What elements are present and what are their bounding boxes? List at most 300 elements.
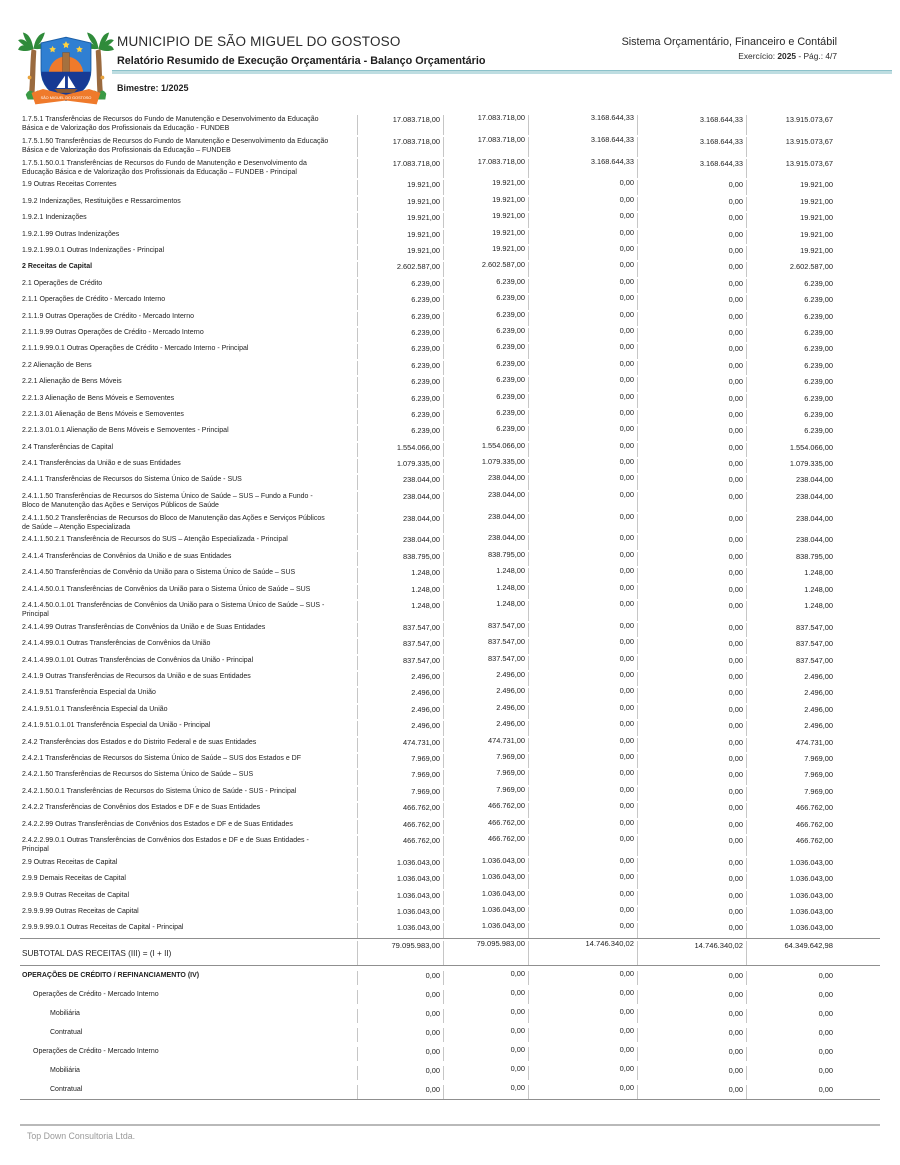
- table-row: [20, 566, 880, 582]
- row-value-text: 0,00: [728, 513, 743, 523]
- row-value: [637, 394, 746, 408]
- row-value: [637, 377, 746, 391]
- row-value-text: 2.602.587,00: [396, 262, 440, 272]
- row-value: [637, 492, 746, 512]
- row-value: [357, 858, 443, 872]
- row-value-text: 7.969,00: [411, 770, 440, 780]
- row-value: [637, 672, 746, 686]
- table-row: [20, 1004, 880, 1023]
- row-label: 2.4.1.1.50.2 Transferências de Recursos do Bloco de Manutenção das Ações e Serviços Públicos de Saúde – Atenção Especializada: [22, 514, 325, 532]
- table-row: [20, 359, 880, 375]
- row-value-text: 474.731,00: [488, 735, 525, 745]
- table-row: [20, 392, 880, 408]
- row-value-text: 0,00: [619, 888, 634, 898]
- row-value: [637, 836, 746, 856]
- row-value: [528, 549, 637, 566]
- row-value: [528, 180, 637, 194]
- row-value: [746, 262, 843, 276]
- table-row: [20, 670, 880, 686]
- exercise-value: 2025: [777, 51, 797, 61]
- row-label: 2.1.1 Operações de Crédito - Mercado Interno: [22, 296, 166, 304]
- row-value-text: 0,00: [510, 1025, 525, 1035]
- row-value-text: 13.915.073,67: [785, 158, 833, 168]
- table-row: [20, 457, 880, 473]
- row-label: 2 Receitas de Capital: [22, 263, 93, 271]
- row-value: [528, 1063, 637, 1080]
- row-value: [637, 803, 746, 817]
- row-value: [528, 721, 637, 735]
- row-value: [637, 159, 746, 179]
- row-value: [746, 377, 843, 391]
- row-value-text: 6.239,00: [804, 311, 833, 321]
- row-value-text: 0,00: [619, 801, 634, 811]
- row-value-text: 238.044,00: [796, 475, 833, 485]
- row-value-text: 1.036.043,00: [481, 904, 525, 914]
- row-value-text: 466.762,00: [488, 801, 525, 811]
- row-value-text: 0,00: [728, 970, 743, 980]
- row-value-text: 0,00: [619, 260, 634, 270]
- row-value-text: 1.079.335,00: [481, 457, 525, 467]
- row-value: [637, 820, 746, 834]
- row-value-text: 466.762,00: [403, 819, 440, 829]
- row-value-text: 0,00: [619, 768, 634, 778]
- row-value-text: 0,00: [728, 770, 743, 780]
- row-value-text: 19.921,00: [492, 194, 525, 204]
- row-value: [357, 295, 443, 309]
- row-value-text: 17.083.718,00: [477, 134, 525, 144]
- row-value-text: 0,00: [619, 637, 634, 647]
- row-value-text: 0,00: [619, 489, 634, 499]
- row-value-text: 3.168.644,33: [590, 156, 634, 166]
- row-value-text: 0,00: [425, 1065, 440, 1075]
- row-value-text: 3.168.644,33: [699, 115, 743, 124]
- row-label: 2.9.9.9 Outras Receitas de Capital: [22, 891, 130, 899]
- row-value: [746, 279, 843, 293]
- row-value: [357, 738, 443, 752]
- credit-operations-section: [20, 966, 880, 1099]
- row-value: [528, 309, 637, 326]
- row-value-text: 3.168.644,33: [699, 158, 743, 168]
- row-value-text: 2.496,00: [411, 704, 440, 714]
- row-value: [746, 907, 843, 921]
- row-value-text: 1.036.043,00: [789, 857, 833, 867]
- row-label: 2.4.2.1.50.0.1 Transferências de Recursos do Sistema Único de Saúde - SUS - Principal: [22, 787, 297, 795]
- row-label: 2.4.2 Transferências dos Estados e do Distrito Federal e de suas Entidades: [22, 738, 257, 746]
- row-value-text: 0,00: [619, 211, 634, 221]
- row-value: [528, 276, 637, 293]
- row-value-text: 2.602.587,00: [481, 260, 525, 270]
- footer-company: Top Down Consultoria Ltda.: [27, 1131, 136, 1141]
- row-value-text: 0,00: [728, 786, 743, 796]
- row-value-text: 19.921,00: [800, 196, 833, 206]
- row-value: [528, 535, 637, 549]
- row-value: [443, 888, 528, 905]
- row-value-text: 0,00: [425, 1084, 440, 1094]
- row-value-text: 0,00: [619, 702, 634, 712]
- row-value-text: 0,00: [619, 1025, 634, 1035]
- row-value-text: 238.044,00: [488, 473, 525, 483]
- row-value: [528, 803, 637, 817]
- row-value: [746, 328, 843, 342]
- table-row: [20, 424, 880, 440]
- row-value-text: 0,00: [728, 426, 743, 436]
- row-value-text: 0,00: [728, 688, 743, 698]
- table-row: [20, 113, 880, 135]
- row-value-text: 0,00: [728, 803, 743, 813]
- table-row: [20, 533, 880, 549]
- row-label: 2.4.1.4.99 Outras Transferências de Convênios da União e de Suas Entidades: [22, 623, 266, 631]
- table-row: [20, 228, 880, 244]
- row-value-text: 17.083.718,00: [392, 115, 440, 124]
- row-value: [746, 738, 843, 752]
- row-value-text: 837.547,00: [488, 637, 525, 647]
- row-value-text: 0,00: [728, 327, 743, 337]
- row-value-text: 0,00: [619, 342, 634, 352]
- row-value-text: 1.036.043,00: [481, 855, 525, 865]
- row-value-text: 1.248,00: [411, 584, 440, 594]
- row-value: [528, 620, 637, 637]
- table-row: [20, 342, 880, 358]
- row-value: [746, 656, 843, 670]
- row-value: [357, 180, 443, 194]
- row-value-text: 0,00: [425, 1008, 440, 1018]
- table-row: [20, 550, 880, 566]
- row-value-text: 0,00: [619, 784, 634, 794]
- row-value-text: 1.079.335,00: [789, 459, 833, 469]
- table-row: [20, 244, 880, 260]
- row-value: [746, 246, 843, 260]
- row-value-text: 6.239,00: [804, 426, 833, 436]
- row-value: [443, 855, 528, 872]
- row-label: 2.4.2.2.99 Outras Transferências de Convênios dos Estados e DF e de Suas Entidades: [22, 820, 293, 828]
- row-value-text: 2.496,00: [496, 702, 525, 712]
- table-row: [20, 785, 880, 801]
- row-value-text: 466.762,00: [403, 803, 440, 813]
- row-value-text: 0,00: [728, 1084, 743, 1094]
- row-value: [637, 971, 746, 985]
- row-value-text: 0,00: [728, 753, 743, 763]
- row-value-text: 6.239,00: [411, 377, 440, 387]
- table-row: [20, 293, 880, 309]
- row-value-text: 466.762,00: [488, 833, 525, 843]
- row-value-text: 0,00: [425, 970, 440, 980]
- row-value-text: 19.921,00: [800, 180, 833, 190]
- row-value: [357, 197, 443, 211]
- subtotal-value-text: 64.349.642,98: [784, 940, 833, 950]
- row-value-text: 0,00: [728, 295, 743, 305]
- row-value: [357, 230, 443, 244]
- row-value-text: 0,00: [728, 442, 743, 452]
- row-label: 2.4.1.4.99.0.1.01 Outras Transferências de Convênios da União - Principal: [22, 656, 254, 664]
- row-value-text: 17.083.718,00: [392, 136, 440, 146]
- row-value-text: 0,00: [728, 360, 743, 370]
- row-value: [746, 721, 843, 735]
- budget-table: [20, 113, 880, 1100]
- row-value: [357, 820, 443, 834]
- table-row: [20, 872, 880, 888]
- row-value: [746, 971, 843, 985]
- row-value: [637, 475, 746, 489]
- row-label: 2.4 Transferências de Capital: [22, 443, 114, 451]
- row-value: [443, 1006, 528, 1023]
- subtotal-value-text: 79.095.983,00: [391, 940, 440, 950]
- row-value: [357, 262, 443, 276]
- row-value-text: 0,00: [619, 566, 634, 576]
- row-value-text: 0,00: [728, 989, 743, 999]
- row-label: Contratual: [50, 1085, 83, 1093]
- row-value-text: 0,00: [728, 278, 743, 288]
- row-value-text: 838.795,00: [488, 549, 525, 559]
- row-label: 2.4.2.1.50 Transferências de Recursos do Sistema Único de Saúde – SUS: [22, 771, 254, 779]
- row-value: [528, 568, 637, 582]
- row-value-text: 2.496,00: [496, 686, 525, 696]
- row-value: [443, 770, 528, 784]
- table-row: [20, 637, 880, 653]
- table-row: [20, 441, 880, 457]
- row-value: [528, 1082, 637, 1099]
- row-value: [443, 672, 528, 686]
- row-value-text: 0,00: [619, 719, 634, 729]
- row-value-text: 6.239,00: [804, 327, 833, 337]
- row-value: [443, 459, 528, 473]
- row-value-text: 0,00: [728, 568, 743, 578]
- municipality-name: MUNICIPIO DE SÃO MIGUEL DO GOSTOSO: [117, 34, 401, 49]
- row-value: [357, 361, 443, 375]
- row-label: 2.2.1.3 Alienação de Bens Móveis e Semoventes: [22, 394, 175, 402]
- row-value: [443, 276, 528, 293]
- row-value: [528, 582, 637, 599]
- row-value: [443, 262, 528, 276]
- row-value-text: 0,00: [619, 511, 634, 521]
- row-value-text: 0,00: [619, 921, 634, 931]
- row-value: [528, 426, 637, 440]
- row-value-text: 0,00: [619, 424, 634, 434]
- row-value: [528, 1044, 637, 1061]
- row-value: [443, 968, 528, 985]
- row-label: 2.9 Outras Receitas de Capital: [22, 858, 118, 866]
- row-value-text: 0,00: [728, 213, 743, 223]
- row-label: 1.9.2.1.99 Outras Indenizações: [22, 230, 120, 238]
- row-value-text: 2.496,00: [804, 721, 833, 731]
- row-value: [443, 344, 528, 358]
- row-value-text: 0,00: [728, 196, 743, 206]
- row-value: [443, 194, 528, 211]
- row-value-text: 0,00: [619, 194, 634, 204]
- row-value: [637, 197, 746, 211]
- crest-icon: [18, 20, 114, 112]
- row-value-text: 0,00: [728, 704, 743, 714]
- row-value-text: 0,00: [619, 620, 634, 630]
- row-value-text: 0,00: [510, 987, 525, 997]
- row-label: 1.7.5.1.50 Transferências de Recursos do Fundo de Manutenção e Desenvolvimento da Educação Básica e de Valorização dos Profissionais da Educação – FUNDEB: [22, 137, 329, 155]
- row-label: 2.4.1.9 Outras Transferências de Recursos da União e de suas Entidades: [22, 673, 251, 681]
- row-value: [357, 907, 443, 921]
- row-value-text: 238.044,00: [403, 535, 440, 545]
- row-value-text: 1.248,00: [411, 568, 440, 578]
- subtotal-value-text: 14.746.340,02: [585, 938, 634, 948]
- row-value-text: 0,00: [619, 276, 634, 286]
- row-value-text: 19.921,00: [407, 196, 440, 206]
- row-value-text: 0,00: [728, 672, 743, 682]
- row-value: [357, 492, 443, 512]
- row-value-text: 2.496,00: [804, 688, 833, 698]
- table-row: [20, 1061, 880, 1080]
- table-row: [20, 277, 880, 293]
- row-value: [637, 688, 746, 702]
- row-value-text: 1.248,00: [804, 601, 833, 611]
- row-value-text: 0,00: [818, 1027, 833, 1037]
- row-value: [357, 585, 443, 599]
- row-label: 2.2.1.3.01.0.1 Alienação de Bens Móveis e Semoventes - Principal: [22, 427, 229, 435]
- row-value-text: 0,00: [619, 686, 634, 696]
- row-value: [637, 1085, 746, 1099]
- row-value: [528, 377, 637, 391]
- row-value: [357, 721, 443, 735]
- row-value-text: 1.248,00: [496, 566, 525, 576]
- row-value: [443, 653, 528, 670]
- row-value-text: 6.239,00: [804, 360, 833, 370]
- row-label: 2.9.9.9.99.0.1 Outras Receitas de Capital - Principal: [22, 924, 184, 932]
- row-value-text: 238.044,00: [796, 491, 833, 501]
- row-value-text: 838.795,00: [403, 551, 440, 561]
- row-value: [357, 426, 443, 440]
- row-value: [746, 115, 843, 135]
- subtotal-value: [637, 941, 746, 965]
- row-value-text: 7.969,00: [411, 753, 440, 763]
- row-value: [637, 459, 746, 473]
- row-value-text: 6.239,00: [804, 409, 833, 419]
- row-label: 2.1.1.9.99 Outras Operações de Crédito - Mercado Interno: [22, 328, 204, 336]
- row-value-text: 0,00: [425, 1046, 440, 1056]
- row-value: [637, 601, 746, 621]
- row-value-text: 0,00: [619, 653, 634, 663]
- row-value-text: 6.239,00: [804, 295, 833, 305]
- row-value-text: 7.969,00: [496, 768, 525, 778]
- row-value: [528, 134, 637, 157]
- row-value: [443, 582, 528, 599]
- table-row: [20, 211, 880, 227]
- row-value: [528, 735, 637, 752]
- row-value: [746, 443, 843, 457]
- row-value-text: 6.239,00: [411, 344, 440, 354]
- row-value: [637, 1028, 746, 1042]
- row-value-text: 1.036.043,00: [396, 890, 440, 900]
- row-value-text: 7.969,00: [804, 753, 833, 763]
- row-value-text: 0,00: [728, 874, 743, 884]
- row-value: [746, 475, 843, 489]
- row-label: 2.4.1.4.50.0.1 Transferências de Convênios da União para o Sistema Único de Saúde – SUS: [22, 585, 311, 593]
- row-value: [443, 325, 528, 342]
- row-value-text: 7.969,00: [804, 786, 833, 796]
- row-label: 2.4.1.9.51 Transferência Especial da União: [22, 689, 156, 697]
- row-value: [528, 688, 637, 702]
- subtotal-value: [357, 941, 443, 965]
- row-value: [746, 705, 843, 719]
- row-value: [746, 361, 843, 375]
- row-value: [357, 1066, 443, 1080]
- row-value-text: 0,00: [728, 601, 743, 611]
- row-value-text: 0,00: [619, 358, 634, 368]
- row-value-text: 1.248,00: [496, 599, 525, 609]
- row-value: [637, 262, 746, 276]
- row-value-text: 0,00: [619, 375, 634, 385]
- row-value-text: 0,00: [619, 325, 634, 335]
- row-value-text: 837.547,00: [403, 639, 440, 649]
- row-value: [528, 987, 637, 1004]
- row-value: [746, 688, 843, 702]
- row-value-text: 1.036.043,00: [396, 923, 440, 933]
- table-row: [20, 490, 880, 512]
- row-value-text: 0,00: [728, 262, 743, 272]
- row-label: 2.4.2.2.99.0.1 Outras Transferências de Convênios dos Estados e DF e de Suas Entidades - Principal: [22, 836, 309, 854]
- row-value-text: 19.921,00: [492, 227, 525, 237]
- row-value: [528, 833, 637, 856]
- row-value: [528, 601, 637, 621]
- row-value: [443, 784, 528, 801]
- row-value: [637, 443, 746, 457]
- row-value: [637, 623, 746, 637]
- row-label: Contratual: [50, 1028, 83, 1036]
- row-value: [443, 639, 528, 653]
- row-value: [443, 904, 528, 921]
- row-value-text: 0,00: [619, 473, 634, 483]
- table-row: [20, 473, 880, 489]
- row-value: [443, 688, 528, 702]
- row-value-text: 6.239,00: [804, 377, 833, 387]
- row-value-text: 0,00: [728, 475, 743, 485]
- section-divider-bottom: [20, 1099, 880, 1100]
- row-value: [357, 770, 443, 784]
- row-value-text: 0,00: [728, 1065, 743, 1075]
- row-value-text: 19.921,00: [407, 213, 440, 223]
- row-label: 1.7.5.1 Transferências de Recursos do Fundo de Manutenção e Desenvolvimento da Educação Básica e de Valorização dos Profissionais da Educação - FUNDEB: [22, 116, 319, 133]
- row-value: [746, 585, 843, 599]
- row-value: [443, 620, 528, 637]
- row-value: [357, 803, 443, 817]
- row-value-text: 238.044,00: [403, 475, 440, 485]
- row-value: [357, 1085, 443, 1099]
- row-value: [357, 535, 443, 549]
- row-value: [528, 156, 637, 179]
- row-value-text: 1.248,00: [496, 582, 525, 592]
- row-label: 2.1 Operações de Crédito: [22, 279, 103, 287]
- row-value: [443, 391, 528, 408]
- table-row: [20, 599, 880, 621]
- row-value-text: 1.554.066,00: [396, 442, 440, 452]
- row-value: [746, 295, 843, 309]
- row-label: 2.1.1.9 Outras Operações de Crédito - Mercado Interno: [22, 312, 194, 320]
- row-value: [443, 407, 528, 424]
- row-value: [746, 514, 843, 534]
- row-value-text: 0,00: [728, 393, 743, 403]
- row-value: [746, 803, 843, 817]
- row-value: [746, 1066, 843, 1080]
- row-value: [746, 623, 843, 637]
- row-value: [357, 601, 443, 621]
- table-row: [20, 703, 880, 719]
- row-value: [443, 803, 528, 817]
- row-value: [746, 344, 843, 358]
- row-label: Mobiliária: [50, 1066, 80, 1074]
- row-value-text: 0,00: [619, 244, 634, 253]
- row-value: [637, 891, 746, 905]
- row-value: [528, 1006, 637, 1023]
- row-value: [746, 459, 843, 473]
- row-value-text: 238.044,00: [403, 491, 440, 501]
- row-value-text: 6.239,00: [411, 311, 440, 321]
- row-value-text: 1.248,00: [804, 584, 833, 594]
- row-value: [528, 325, 637, 342]
